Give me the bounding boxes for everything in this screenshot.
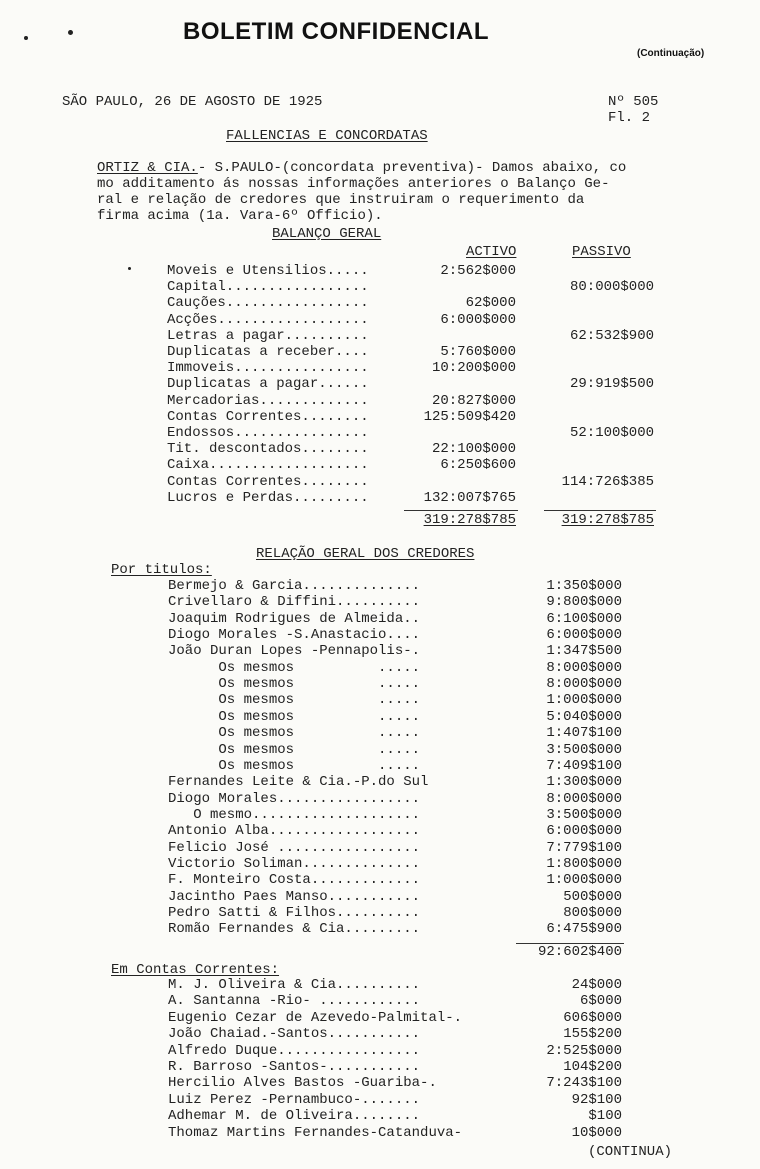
- continues-label: (CONTINUA): [588, 1144, 673, 1160]
- row-label: Contas Correntes........: [167, 408, 369, 425]
- row-label: Pedro Satti & Filhos..........: [168, 905, 421, 921]
- row-label: Os mesmos .....: [168, 676, 421, 693]
- passivo-value: 80:000$000: [569, 279, 654, 296]
- row-label: Hercilio Alves Bastos -Guariba-.: [168, 1075, 437, 1092]
- activo-value: 6:000$000: [440, 311, 516, 328]
- creditor-value: 6:100$000: [546, 610, 622, 627]
- balance-total-passivo: 319:278$785: [561, 512, 654, 528]
- row-label: Victorio Soliman..............: [168, 855, 421, 872]
- creditor-value: 500$000: [563, 888, 622, 905]
- creditor-value: 2:525$000: [546, 1042, 622, 1059]
- bulletin-number: Nº 505: [608, 94, 659, 110]
- row-label: Caixa...................: [167, 457, 369, 474]
- row-label: F. Monteiro Costa.............: [168, 872, 421, 889]
- row-label: Diogo Morales.................: [168, 790, 421, 807]
- activo-value: 62$000: [465, 295, 516, 312]
- row-label: Os mesmos .....: [168, 725, 421, 742]
- passivo-value: 52:100$000: [569, 425, 654, 441]
- sheet-number: Fl. 2: [608, 110, 651, 126]
- creditor-value: 8:000$000: [546, 659, 622, 676]
- creditor-value: 8:000$000: [546, 676, 622, 693]
- activo-value: 10:200$000: [431, 360, 516, 377]
- row-label: Lucros e Perdas.........: [167, 489, 369, 506]
- row-label: A. Santanna -Rio- ............: [168, 993, 421, 1010]
- row-label: Fernandes Leite & Cia.-P.do Sul: [168, 774, 429, 791]
- continuation-label: (Continuação): [637, 48, 705, 59]
- row-label: Joaquim Rodrigues de Almeida..: [168, 610, 421, 627]
- row-label: Bermejo & Garcia..............: [168, 578, 421, 594]
- creditor-value: 7:779$100: [546, 839, 622, 856]
- creditor-value: 1:407$100: [546, 725, 622, 742]
- activo-value: 125:509$420: [423, 408, 516, 425]
- row-label: Cauções.................: [167, 295, 369, 312]
- row-label: Endossos................: [167, 425, 369, 441]
- row-label: Crivellaro & Diffini..........: [168, 594, 421, 611]
- row-label: Duplicatas a receber....: [167, 344, 369, 360]
- creditor-value: 92$100: [571, 1091, 622, 1108]
- row-label: Immoveis................: [167, 360, 369, 377]
- entry-line-3: ral e relação de credores que instruiram o requerimento da: [97, 192, 585, 208]
- row-label: Os mesmos .....: [168, 757, 421, 774]
- row-label: Os mesmos .....: [168, 692, 421, 709]
- creditor-value: 3:500$000: [546, 741, 622, 758]
- creditor-value: 6$000: [579, 993, 622, 1010]
- creditor-value: 1:300$000: [546, 774, 622, 791]
- creditor-value: 10$000: [571, 1124, 622, 1141]
- passivo-value: 114:726$385: [561, 473, 654, 490]
- row-label: Jacintho Paes Manso...........: [168, 888, 421, 905]
- row-label: Os mesmos .....: [168, 708, 421, 725]
- firm-name: ORTIZ & CIA.: [97, 160, 198, 176]
- entry-line-4: firma acima (1a. Vara-6º Officio).: [97, 208, 383, 224]
- row-label: Letras a pagar..........: [167, 327, 369, 344]
- balance-total-rule: [404, 510, 518, 511]
- activo-header: ACTIVO: [466, 244, 517, 260]
- creditor-value: 606$000: [563, 1009, 622, 1026]
- row-label: O mesmo....................: [168, 806, 421, 823]
- row-label: Mercadorias.............: [167, 392, 369, 409]
- row-label: Adhemar M. de Oliveira........: [168, 1108, 421, 1125]
- row-label: Luiz Perez -Pernambuco-.......: [168, 1091, 421, 1108]
- group-title-contas: Em Contas Correntes:: [111, 962, 280, 978]
- creditor-value: 6:000$000: [546, 823, 622, 840]
- entry-intro: - S.PAULO-(concordata preventiva)- Damos abaixo, co: [197, 160, 627, 176]
- activo-value: 20:827$000: [431, 392, 516, 409]
- row-label: Moveis e Utensilios.....: [167, 263, 369, 279]
- row-label: Os mesmos .....: [168, 659, 421, 676]
- margin-mark: [24, 36, 28, 40]
- row-label: João Duran Lopes -Pennapolis-.: [168, 643, 421, 660]
- section-title: FALLENCIAS E CONCORDATAS: [226, 128, 428, 144]
- creditor-value: 9:800$000: [546, 594, 622, 611]
- activo-value: 2:562$000: [440, 263, 516, 279]
- activo-value: 6:250$600: [440, 457, 516, 474]
- creditor-value: 1:347$500: [546, 643, 622, 660]
- row-label: Tit. descontados........: [167, 441, 369, 458]
- creditor-value: 155$200: [563, 1026, 622, 1043]
- balance-total-activo: 319:278$785: [423, 512, 516, 528]
- passivo-header: PASSIVO: [572, 244, 631, 260]
- creditor-value: 1:000$000: [546, 692, 622, 709]
- entry-line-1: [97, 160, 626, 176]
- activo-value: 22:100$000: [431, 441, 516, 458]
- creditor-value: 3:500$000: [546, 806, 622, 823]
- margin-mark: [128, 267, 131, 270]
- row-label: R. Barroso -Santos-...........: [168, 1059, 421, 1075]
- creditor-value: 104$200: [563, 1059, 622, 1075]
- creditor-value: 7:243$100: [546, 1075, 622, 1092]
- row-label: Romão Fernandes & Cia.........: [168, 921, 421, 938]
- row-label: M. J. Oliveira & Cia..........: [168, 977, 421, 993]
- creditor-value: 24$000: [571, 977, 622, 993]
- row-label: Duplicatas a pagar......: [167, 376, 369, 393]
- row-label: Eugenio Cezar de Azevedo-Palmital-.: [168, 1009, 463, 1026]
- creditor-value: 6:000$000: [546, 627, 622, 644]
- row-label: Os mesmos .....: [168, 741, 421, 758]
- row-label: Thomaz Martins Fernandes-Catanduva-: [168, 1124, 463, 1141]
- creditor-value: 7:409$100: [546, 757, 622, 774]
- balance-total-rule: [544, 510, 656, 511]
- group-title-titulos: Por titulos:: [111, 562, 212, 578]
- row-label: João Chaiad.-Santos...........: [168, 1026, 421, 1043]
- passivo-value: 29:919$500: [569, 376, 654, 393]
- margin-mark: [68, 30, 73, 35]
- creditor-value: $100: [588, 1108, 622, 1125]
- activo-value: 5:760$000: [440, 344, 516, 360]
- passivo-value: 62:532$900: [569, 327, 654, 344]
- activo-value: 132:007$765: [423, 489, 516, 506]
- row-label: Alfredo Duque.................: [168, 1042, 421, 1059]
- row-label: Diogo Morales -S.Anastacio....: [168, 627, 421, 644]
- entry-line-2: mo additamento ás nossas informações anteriores o Balanço Ge-: [97, 176, 610, 192]
- creditor-value: 1:000$000: [546, 872, 622, 889]
- row-label: Felicio José .................: [168, 839, 421, 856]
- group1-total: 92:602$400: [537, 944, 622, 960]
- creditor-value: 5:040$000: [546, 708, 622, 725]
- row-label: Contas Correntes........: [167, 473, 369, 490]
- balance-title: BALANÇO GERAL: [272, 226, 382, 242]
- creditors-title: RELAÇÃO GERAL DOS CREDORES: [256, 546, 475, 562]
- bulletin-title: BOLETIM CONFIDENCIAL: [183, 18, 489, 45]
- row-label: Antonio Alba..................: [168, 823, 421, 840]
- place-date: SÃO PAULO, 26 DE AGOSTO DE 1925: [62, 94, 323, 110]
- creditor-value: 1:800$000: [546, 855, 622, 872]
- row-label: Capital.................: [167, 279, 369, 296]
- creditor-value: 800$000: [563, 905, 622, 921]
- creditor-value: 8:000$000: [546, 790, 622, 807]
- row-label: Acções..................: [167, 311, 369, 328]
- creditor-value: 1:350$000: [546, 578, 622, 594]
- creditor-value: 6:475$900: [546, 921, 622, 938]
